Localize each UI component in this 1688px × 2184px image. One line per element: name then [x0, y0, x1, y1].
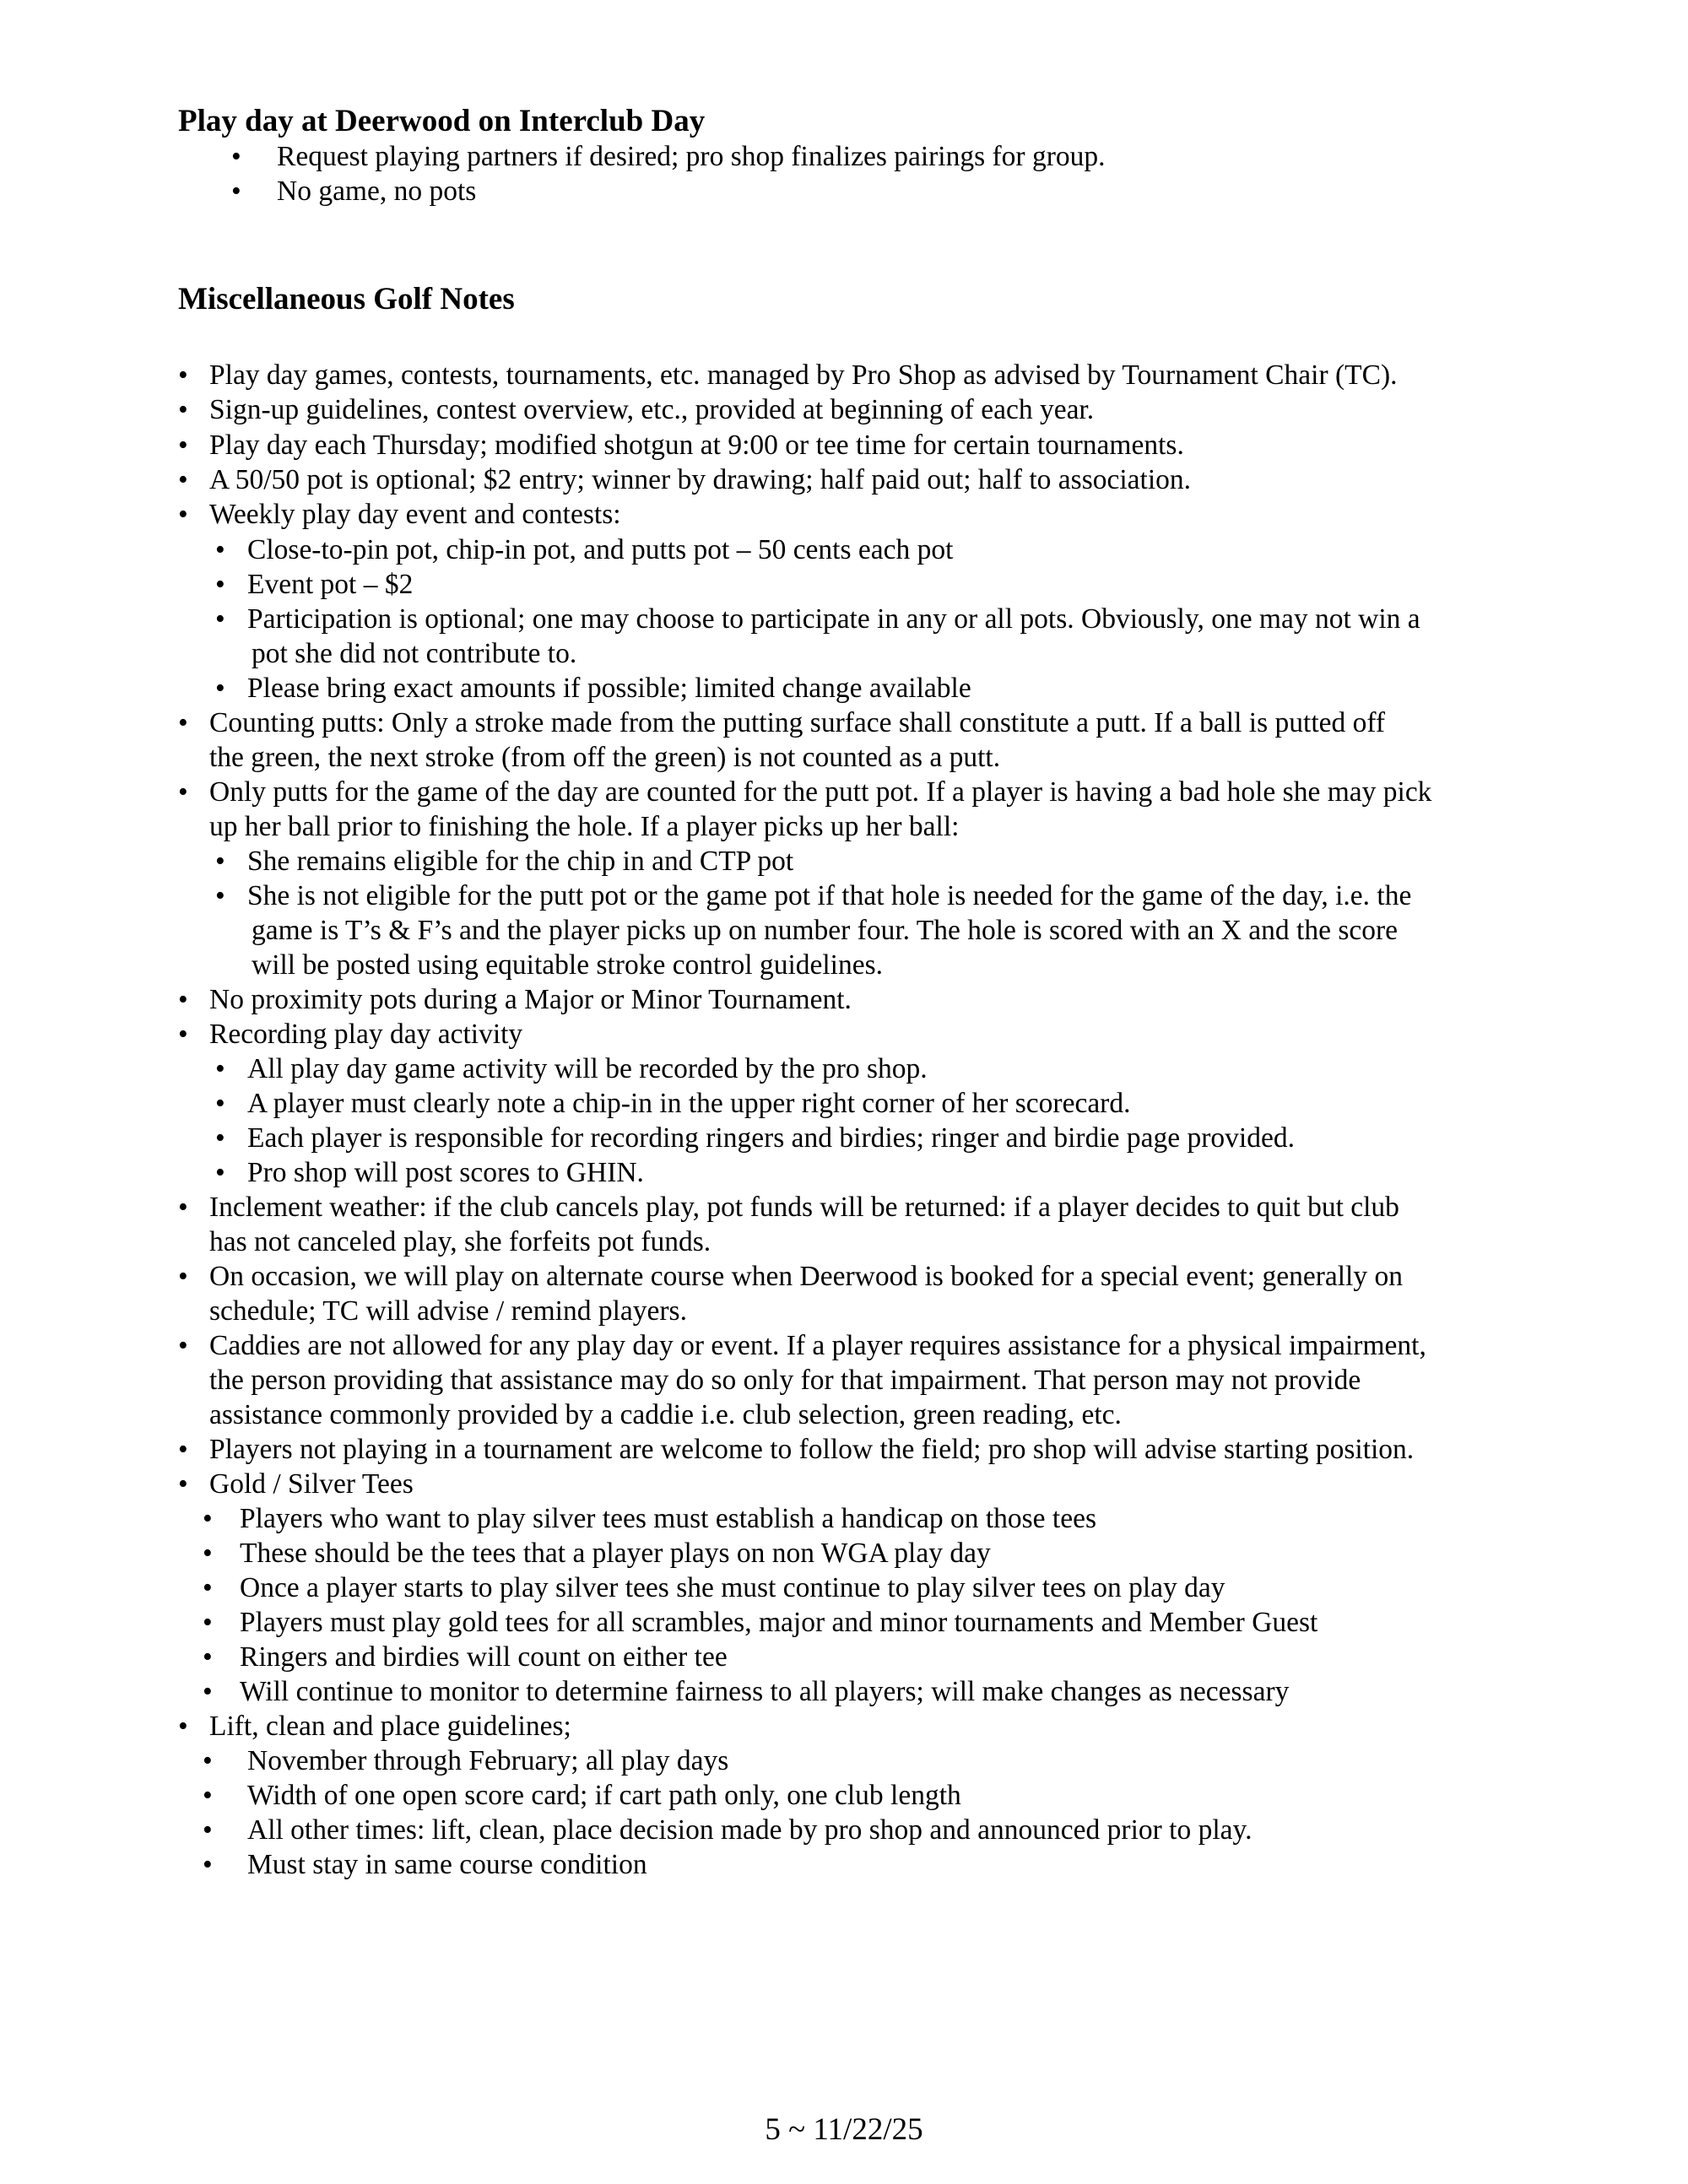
bullet: •: [178, 984, 188, 1015]
list-item: She is not eligible for the putt pot or the game pot if that hole is needed for the game of the day, i.e. the: [247, 880, 1412, 911]
list-item: She remains eligible for the chip in and CTP pot: [247, 846, 794, 877]
list-item: Participation is optional; one may choose to participate in any or all pots. Obviously, one may not win a: [247, 603, 1420, 635]
list-item-continuation: the green, the next stroke (from off the green) is not counted as a putt.: [209, 742, 1001, 773]
list-item: November through February; all play days: [247, 1745, 729, 1776]
bullet: •: [203, 1538, 213, 1569]
list-item: Only putts for the game of the day are counted for the putt pot. If a player is having a bad hole she may pick: [209, 776, 1432, 808]
bullet: •: [203, 1745, 213, 1776]
list-item: Once a player starts to play silver tees she must continue to play silver tees on play day: [240, 1572, 1225, 1603]
list-item: Width of one open score card; if cart path only, one club length: [247, 1780, 961, 1811]
list-item: Request playing partners if desired; pro shop finalizes pairings for group.: [277, 141, 1106, 172]
list-item: Event pot – $2: [247, 569, 414, 600]
bullet: •: [215, 880, 225, 911]
list-item: Sign-up guidelines, contest overview, etc., provided at beginning of each year.: [209, 394, 1095, 425]
bullet: •: [215, 1053, 225, 1084]
bullet: •: [203, 1849, 213, 1880]
list-item: Will continue to monitor to determine fairness to all players; will make changes as necessary: [240, 1676, 1290, 1707]
list-item-continuation: game is T’s & F’s and the player picks up on number four. The hole is scored with an X and the score: [252, 915, 1399, 946]
list-item: Players must play gold tees for all scrambles, major and minor tournaments and Member Guest: [240, 1607, 1318, 1638]
list-item: Must stay in same course condition: [247, 1849, 647, 1880]
bullet: •: [178, 394, 188, 425]
bullet: •: [178, 1434, 188, 1465]
list-item-continuation: schedule; TC will advise / remind players.: [209, 1295, 687, 1327]
list-item-continuation: has not canceled play, she forfeits pot funds.: [209, 1226, 711, 1257]
list-item: Inclement weather: if the club cancels play, pot funds will be returned: if a player decides to quit but club: [209, 1192, 1399, 1223]
list-item: No proximity pots during a Major or Minor Tournament.: [209, 984, 852, 1015]
bullet: •: [203, 1607, 213, 1638]
list-item: Recording play day activity: [209, 1019, 523, 1050]
list-item: A player must clearly note a chip-in in the upper right corner of her scorecard.: [247, 1088, 1131, 1119]
list-item: Each player is responsible for recording ringers and birdies; ringer and birdie page provided.: [247, 1122, 1295, 1154]
bullet: •: [178, 1019, 188, 1050]
list-item: No game, no pots: [277, 176, 477, 207]
bullet: •: [203, 1780, 213, 1811]
bullet: •: [178, 1711, 188, 1742]
list-item: Pro shop will post scores to GHIN.: [247, 1157, 644, 1188]
bullet: •: [203, 1676, 213, 1707]
bullet: •: [215, 1122, 225, 1154]
bullet: •: [215, 569, 225, 600]
list-item-continuation: assistance commonly provided by a caddie i.e. club selection, green reading, etc.: [209, 1399, 1122, 1430]
bullet: •: [215, 534, 225, 565]
bullet: •: [178, 430, 188, 461]
bullet: •: [215, 846, 225, 877]
bullet: •: [203, 1641, 213, 1673]
list-item: Caddies are not allowed for any play day or event. If a player requires assistance for a physical impairment,: [209, 1330, 1426, 1361]
bullet: •: [178, 464, 188, 495]
bullet: •: [215, 673, 225, 704]
bullet: •: [215, 1157, 225, 1188]
list-item: Please bring exact amounts if possible; limited change available: [247, 673, 971, 704]
page-footer: 5 ~ 11/22/25: [765, 2112, 923, 2147]
list-item-continuation: will be posted using equitable stroke control guidelines.: [252, 949, 884, 981]
bullet: •: [231, 176, 241, 207]
list-item: Players who want to play silver tees must establish a handicap on those tees: [240, 1503, 1097, 1534]
bullet: •: [215, 603, 225, 635]
list-item: Ringers and birdies will count on either tee: [240, 1641, 728, 1673]
list-item: These should be the tees that a player plays on non WGA play day: [240, 1538, 991, 1569]
bullet: •: [178, 359, 188, 391]
bullet: •: [178, 707, 188, 738]
list-item-continuation: pot she did not contribute to.: [252, 638, 577, 669]
bullet: •: [178, 499, 188, 530]
bullet: •: [203, 1572, 213, 1603]
list-item: On occasion, we will play on alternate course when Deerwood is booked for a special event; generally on: [209, 1261, 1403, 1292]
list-item: Play day each Thursday; modified shotgun at 9:00 or tee time for certain tournaments.: [209, 430, 1184, 461]
list-item: Counting putts: Only a stroke made from the putting surface shall constitute a putt. If a ball is putted off: [209, 707, 1386, 738]
heading-misc-golf-notes: Miscellaneous Golf Notes: [178, 282, 515, 316]
list-item: Players not playing in a tournament are welcome to follow the field; pro shop will advise starting position.: [209, 1434, 1415, 1465]
bullet: •: [178, 1330, 188, 1361]
bullet: •: [231, 141, 241, 172]
list-item: Lift, clean and place guidelines;: [209, 1711, 571, 1742]
list-item: Weekly play day event and contests:: [209, 499, 621, 530]
list-item: A 50/50 pot is optional; $2 entry; winner by drawing; half paid out; half to association.: [209, 464, 1192, 495]
list-item: Close-to-pin pot, chip-in pot, and putts pot – 50 cents each pot: [247, 534, 954, 565]
list-item: Gold / Silver Tees: [209, 1468, 414, 1500]
bullet: •: [178, 776, 188, 808]
bullet: •: [203, 1503, 213, 1534]
bullet: •: [215, 1088, 225, 1119]
bullet: •: [203, 1814, 213, 1846]
bullet: •: [178, 1468, 188, 1500]
bullet: •: [178, 1192, 188, 1223]
list-item: All play day game activity will be recorded by the pro shop.: [247, 1053, 928, 1084]
heading-interclub-day: Play day at Deerwood on Interclub Day: [178, 104, 706, 138]
list-item-continuation: the person providing that assistance may do so only for that impairment. That person may not provide: [209, 1365, 1361, 1396]
bullet: •: [178, 1261, 188, 1292]
list-item: All other times: lift, clean, place decision made by pro shop and announced prior to play.: [247, 1814, 1252, 1846]
list-item-continuation: up her ball prior to finishing the hole. If a player picks up her ball:: [209, 811, 960, 842]
list-item: Play day games, contests, tournaments, etc. managed by Pro Shop as advised by Tournament Chair (TC).: [209, 359, 1398, 391]
